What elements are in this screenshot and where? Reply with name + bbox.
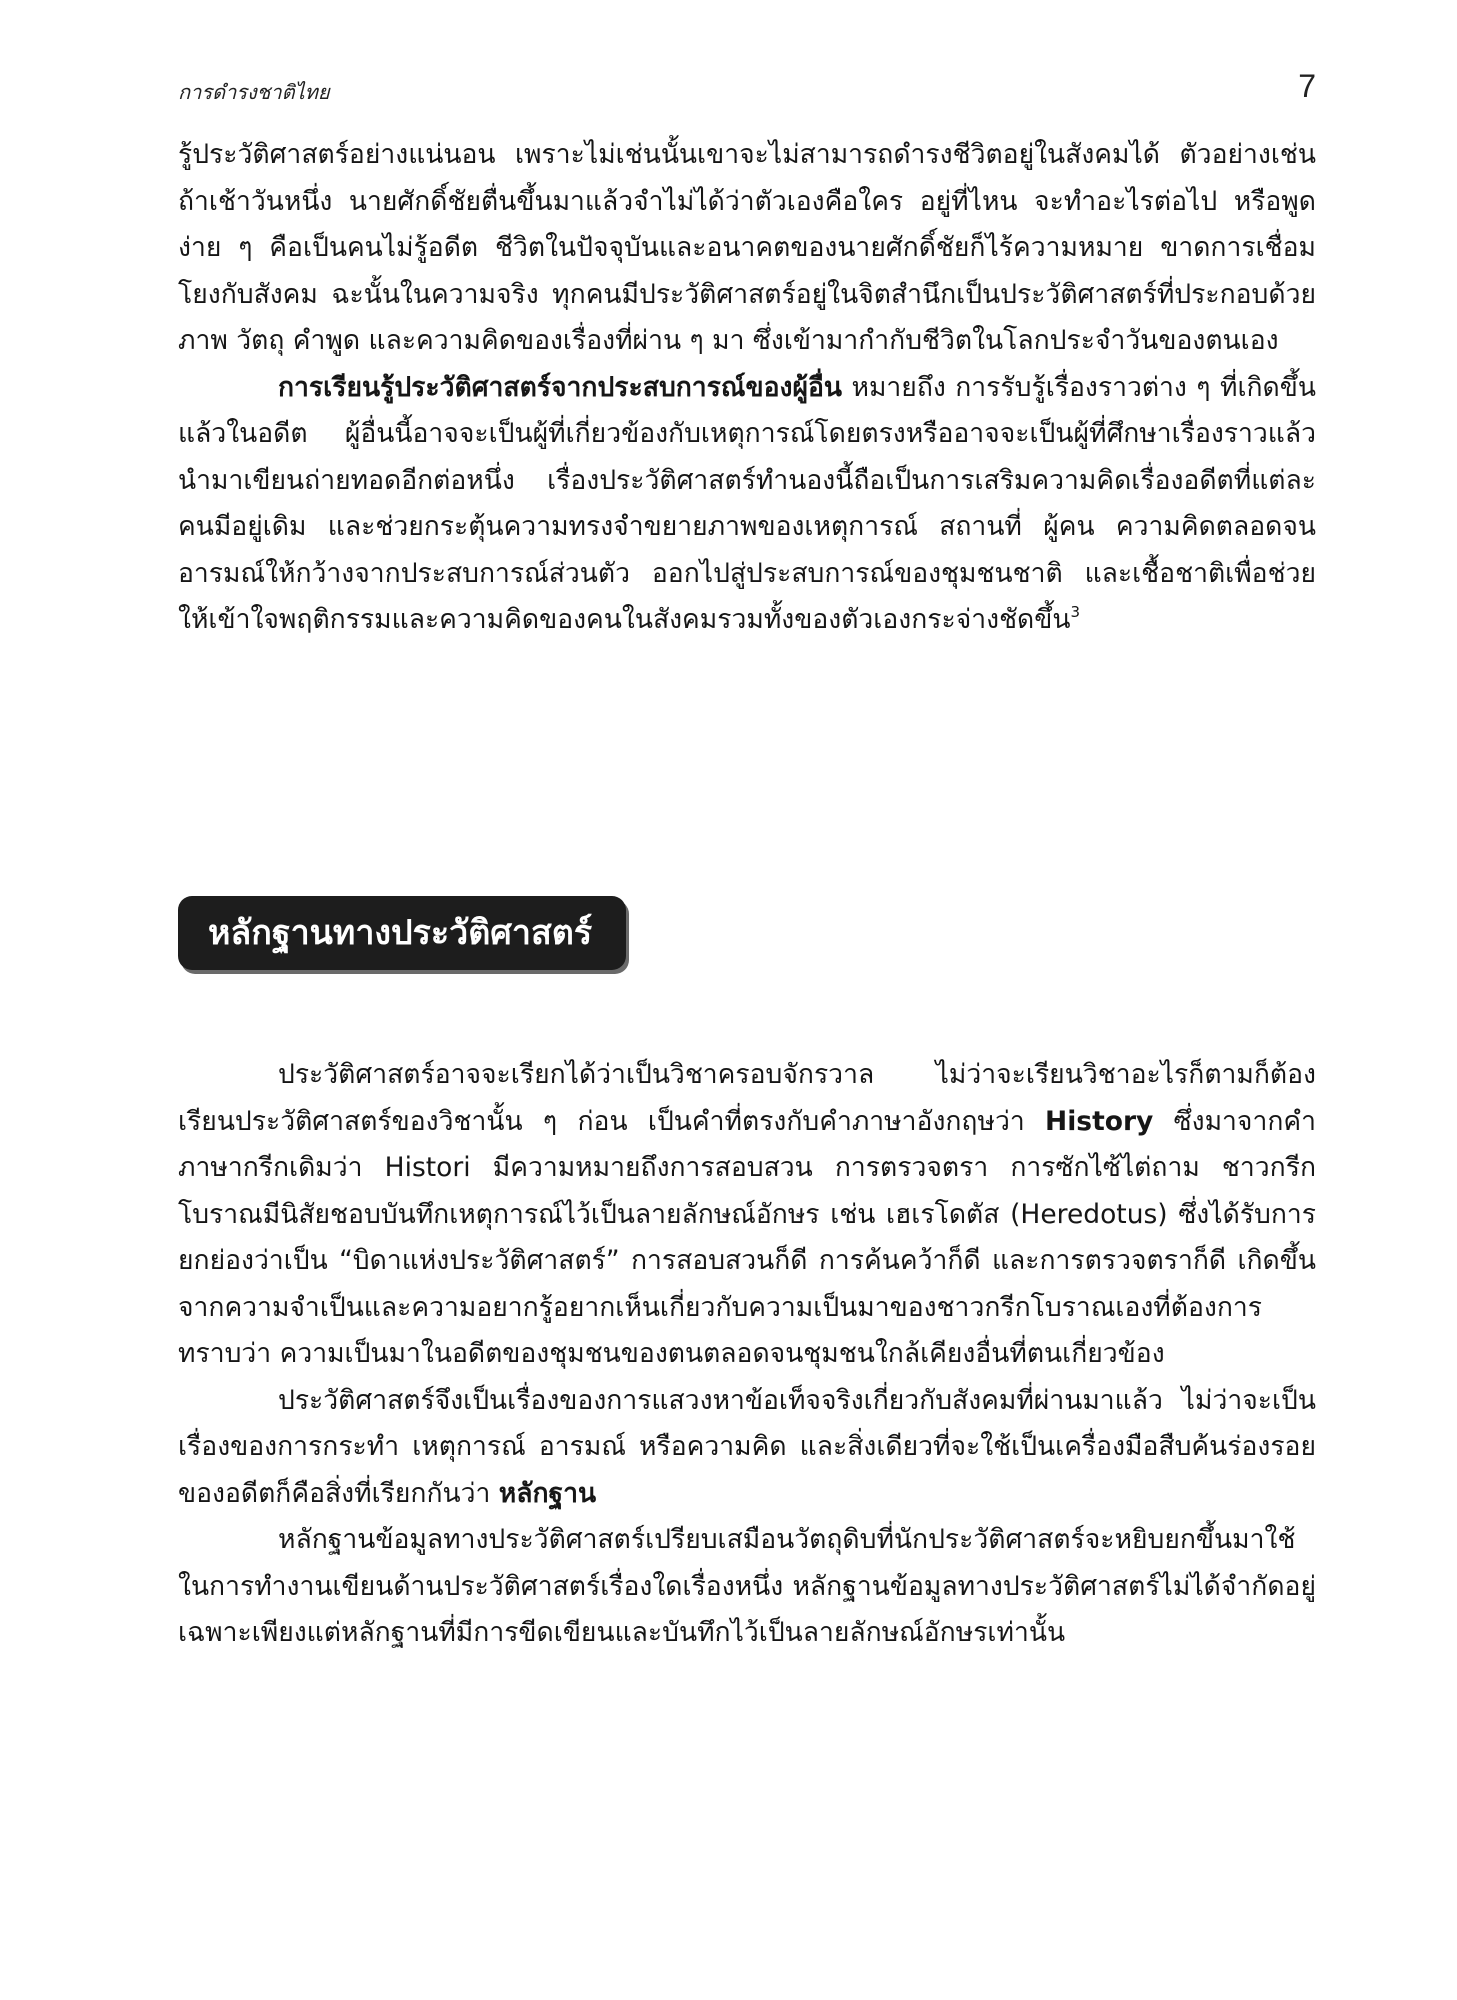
page-header xyxy=(178,68,1326,108)
page-number: 7 xyxy=(1298,68,1316,104)
section-heading: หลักฐานทางประวัติศาสตร์ xyxy=(178,896,626,970)
paragraph-learning-from-others xyxy=(178,365,1316,644)
paragraph-text: ซึ่งมาจากคำภาษากรีกเดิมว่า Histori มีความหมายถึงการสอบสวน การตรวจตรา การซักไซ้ไต่ถาม ชาวกรีกโบราณมีนิสัยชอบบันทึกเหตุการณ์ไว้เป็นลายลักษณ์อักษร เช่น เฮเรโดตัส (Heredotus) ซึ่งได้รับการยกย่องว่าเป็น “บิดาแห่งประวัติศาสตร์” การสอบสวนก็ดี การค้นคว้าก็ดี และการตรวจตราก็ดี เกิดขึ้นจากความจำเป็นและความอยากรู้อยากเห็นเกี่ยวกับความเป็นมาของชาวกรีกโบราณเองที่ต้องการทราบว่า ความเป็นมาในอดีตของชุมชนของตนตลอดจนชุมชนใกล้เคียงอื่นที่ตนเกี่ยวข้อง xyxy=(178,1105,1316,1369)
paragraph-evidence xyxy=(178,1378,1316,1518)
bold-term-evidence: หลักฐาน xyxy=(498,1477,597,1509)
bold-term-history: History xyxy=(1045,1105,1154,1137)
paragraph-text: ประวัติศาสตร์อาจจะเรียกได้ว่าเป็นวิชาครอบจักรวาล ไม่ว่าจะเรียนวิชาอะไรก็ตามก็ต้องเรียนประวัติศาสตร์ของวิชานั้น ๆ ก่อน เป็นคำที่ตรงกับคำภาษาอังกฤษว่า xyxy=(178,1059,1316,1137)
footnote-marker: 3 xyxy=(1070,603,1081,621)
running-title: การดำรงชาติไทย xyxy=(178,80,330,104)
bold-term: การเรียนรู้ประวัติศาสตร์จากประสบการณ์ของผู้อื่น xyxy=(278,371,843,403)
top-text-block xyxy=(178,132,1316,644)
paragraph-continued: รู้ประวัติศาสตร์อย่างแน่นอน เพราะไม่เช่นนั้นเขาจะไม่สามารถดำรงชีวิตอยู่ในสังคมได้ ตัวอย่างเช่น ถ้าเช้าวันหนึ่ง นายศักดิ์ชัยตื่นขึ้นมาแล้วจำไม่ได้ว่าตัวเองคือใคร อยู่ที่ไหน จะทำอะไรต่อไป หรือพูดง่าย ๆ คือเป็นคนไม่รู้อดีต ชีวิตในปัจจุบันและอนาคตของนายศักดิ์ชัยก็ไร้ความหมาย ขาดการเชื่อมโยงกับสังคม ฉะนั้นในความจริง ทุกคนมีประวัติศาสตร์อยู่ในจิตสำนึกเป็นประวัติศาสตร์ที่ประกอบด้วยภาพ วัตถุ คำพูด และความคิดของเรื่องที่ผ่าน ๆ มา ซึ่งเข้ามากำกับชีวิตในโลกประจำวันของตนเอง xyxy=(178,139,1316,356)
paragraph-evidence-data: หลักฐานข้อมูลทางประวัติศาสตร์เปรียบเสมือนวัตถุดิบที่นักประวัติศาสตร์จะหยิบยกขึ้นมาใช้ในการทำงานเขียนด้านประวัติศาสตร์เรื่องใดเรื่องหนึ่ง หลักฐานข้อมูลทางประวัติศาสตร์ไม่ได้จำกัดอยู่เฉพาะเพียงแต่หลักฐานที่มีการขีดเขียนและบันทึกไว้เป็นลายลักษณ์อักษรเท่านั้น xyxy=(178,1524,1316,1648)
paragraph-text: ประวัติศาสตร์จึงเป็นเรื่องของการแสวงหาข้อเท็จจริงเกี่ยวกับสังคมที่ผ่านมาแล้ว ไม่ว่าจะเป็นเรื่องของการกระทำ เหตุการณ์ อารมณ์ หรือความคิด และสิ่งเดียวที่จะใช้เป็นเครื่องมือสืบค้นร่องรอยของอดีตก็คือสิ่งที่เรียกกันว่า xyxy=(178,1384,1316,1509)
section-text-block xyxy=(178,1052,1316,1657)
paragraph-text: หมายถึง การรับรู้เรื่องราวต่าง ๆ ที่เกิดขึ้นแล้วในอดีต ผู้อื่นนี้อาจจะเป็นผู้ที่เกี่ยวข้องกับเหตุการณ์โดยตรงหรืออาจจะเป็นผู้ที่ศึกษาเรื่องราวแล้วนำมาเขียนถ่ายทอดอีกต่อหนึ่ง เรื่องประวัติศาสตร์ทำนองนี้ถือเป็นการเสริมความคิดเรื่องอดีตที่แต่ละคนมีอยู่เดิม และช่วยกระตุ้นความทรงจำขยายภาพของเหตุการณ์ สถานที่ ผู้คน ความคิดตลอดจนอารมณ์ให้กว้างจากประสบการณ์ส่วนตัว ออกไปสู่ประสบการณ์ของชุมชนชาติ และเชื้อชาติเพื่อช่วยให้เข้าใจพฤติกรรมและความคิดของคนในสังคมรวมทั้งของตัวเองกระจ่างชัดขึ้น xyxy=(178,371,1316,635)
paragraph-history-definition xyxy=(178,1052,1316,1378)
